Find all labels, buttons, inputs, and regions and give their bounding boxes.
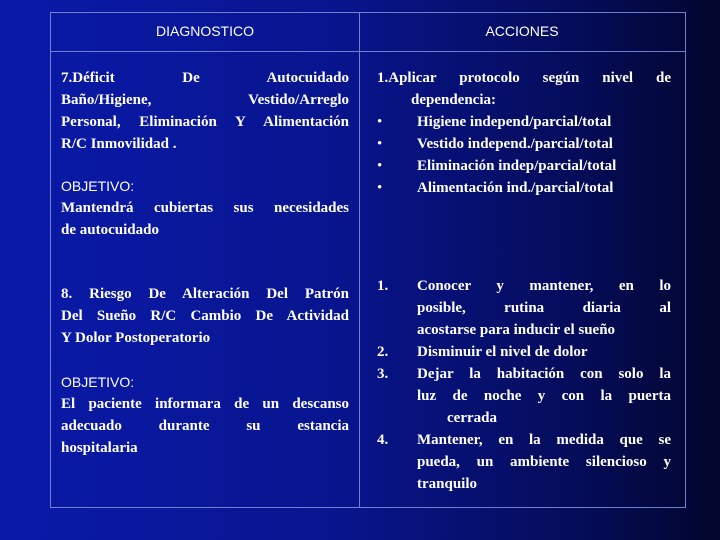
- bullet-marker: •: [377, 158, 383, 174]
- row2-diagnosis-line: Del Sueño R/C Cambio De Actividad: [61, 308, 349, 324]
- action-line: cerrada: [447, 410, 497, 426]
- row1-diagnosis-line: Baño/Higiene, Vestido/Arreglo: [61, 92, 349, 108]
- bullet-text: Alimentación ind./parcial/total: [417, 180, 614, 196]
- number-marker: 4.: [377, 432, 389, 448]
- row1-action-intro-cont: dependencia:: [411, 92, 497, 108]
- row1-objective-line: Mantendrá cubiertas sus necesidades: [61, 200, 349, 216]
- action-line: Disminuir el nivel de dolor: [417, 344, 588, 360]
- action-line: luz de noche y con la puerta: [417, 388, 671, 404]
- header-acciones: ACCIONES: [485, 23, 559, 39]
- row2-diagnosis-line: Y Dolor Postoperatorio: [61, 330, 211, 346]
- number-marker: 3.: [377, 366, 389, 382]
- row2-actions: [377, 275, 671, 495]
- row2-objective-line: hospitalaria: [61, 440, 138, 456]
- row2-objective-line: El paciente informara de un descanso: [61, 396, 349, 412]
- bullet-text: Higiene independ/parcial/total: [417, 114, 612, 130]
- bullet-marker: •: [377, 180, 383, 196]
- care-plan-table: [50, 12, 686, 508]
- list-item: [377, 155, 671, 177]
- bullet-text: Eliminación indep/parcial/total: [417, 158, 617, 174]
- number-marker: 1.: [377, 278, 389, 294]
- list-item: [377, 341, 671, 363]
- column-divider: [359, 13, 360, 507]
- header-diagnostico: DIAGNOSTICO: [155, 23, 254, 39]
- row1-diagnosis-line: Personal, Eliminación Y Alimentación: [61, 114, 349, 130]
- list-item: [377, 363, 671, 429]
- row1-actions: [377, 67, 671, 199]
- row2-objective-line: adecuado durante su estancia: [61, 418, 349, 434]
- header-divider: [51, 51, 685, 52]
- action-line: posible, rutina diaria al: [417, 300, 671, 316]
- list-item: [377, 177, 671, 199]
- action-line: Dejar la habitación con solo la: [417, 366, 671, 382]
- row1-action-intro: 1.Aplicar protocolo según nivel de: [377, 70, 671, 86]
- list-item: [377, 429, 671, 495]
- row2-diagnosis: [61, 283, 349, 349]
- row1-objective-label: OBJETIVO:: [61, 178, 135, 194]
- action-line: pueda, un ambiente silencioso y: [417, 454, 671, 470]
- list-item: [377, 111, 671, 133]
- row2-numbered-list: [377, 275, 671, 495]
- action-line: Mantener, en la medida que se: [417, 432, 671, 448]
- bullet-marker: •: [377, 136, 383, 152]
- row2-diagnosis-line: 8. Riesgo De Alteración Del Patrón: [61, 286, 349, 302]
- row1-diagnosis-line: 7.Déficit De Autocuidado: [61, 70, 349, 86]
- list-item: [377, 275, 671, 341]
- action-line: tranquilo: [417, 476, 478, 492]
- number-marker: 2.: [377, 344, 389, 360]
- action-line: acostarse para inducir el sueño: [417, 322, 616, 338]
- row1-bullet-list: [377, 111, 671, 199]
- row1-objective: [61, 175, 349, 241]
- row2-objective: [61, 371, 349, 459]
- list-item: [377, 133, 671, 155]
- row1-objective-line: de autocuidado: [61, 222, 159, 238]
- bullet-text: Vestido independ./parcial/total: [417, 136, 613, 152]
- row1-diagnosis-line: R/C Inmovilidad .: [61, 136, 177, 152]
- action-line: Conocer y mantener, en lo: [417, 278, 671, 294]
- row2-objective-label: OBJETIVO:: [61, 374, 135, 390]
- row1-diagnosis: [61, 67, 349, 155]
- bullet-marker: •: [377, 114, 383, 130]
